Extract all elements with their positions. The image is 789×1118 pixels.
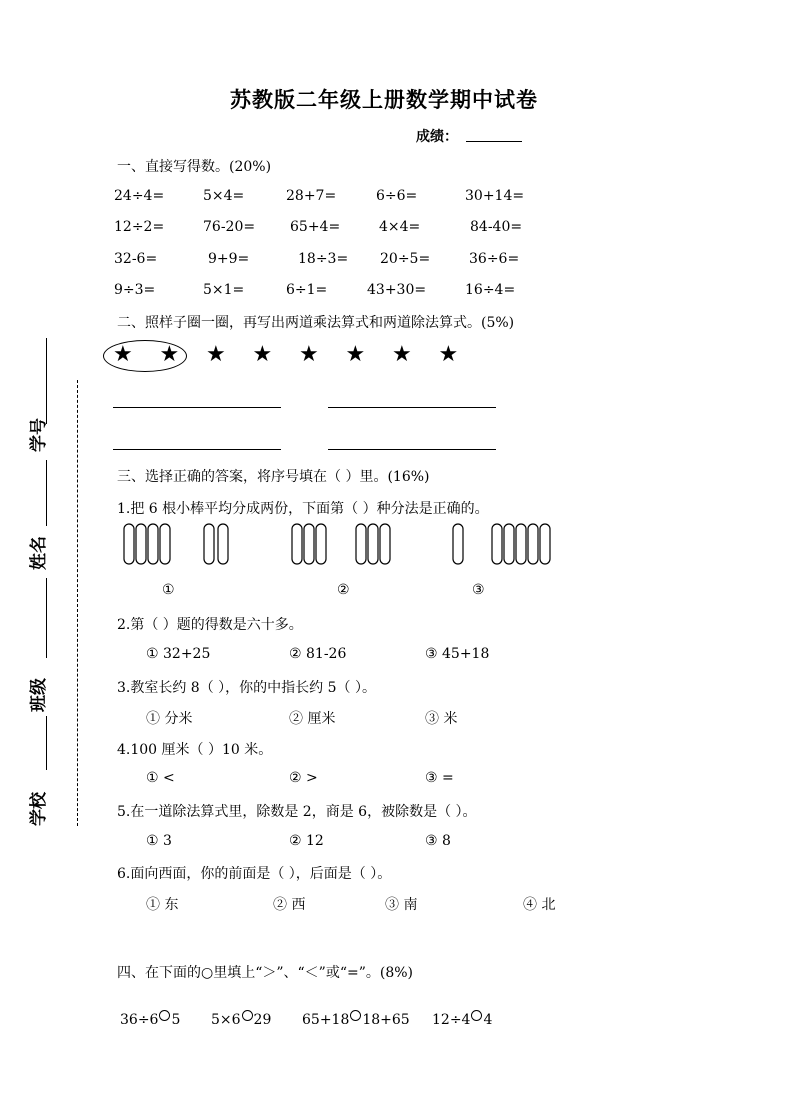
equation: 9+9= (208, 251, 250, 267)
q2-option-1: ① 32+25 (146, 646, 211, 662)
compare-right: 29 (253, 1012, 272, 1028)
score-field[interactable] (466, 127, 522, 142)
q5-option-2: ② 12 (289, 833, 324, 849)
star-icon: ★ (113, 342, 133, 367)
star-icon: ★ (252, 342, 273, 367)
equation: 36÷6= (469, 251, 520, 267)
q3-option-2: ② 厘米 (289, 711, 336, 727)
compare-circle[interactable] (350, 1010, 361, 1021)
sticks-group-3a (452, 522, 466, 566)
star-icon: ★ (345, 342, 366, 367)
q6-option-4: ④ 北 (523, 897, 556, 913)
compare-right: 4 (483, 1012, 493, 1028)
question-1: 1.把 6 根小棒平均分成两份，下面第（ ）种分法是正确的。 (117, 501, 489, 517)
sticks-group-1a (123, 522, 183, 566)
page-title: 苏教版二年级上册数学期中试卷 (230, 87, 538, 112)
sticks-group-1b (203, 522, 233, 566)
equation: 20÷5= (380, 251, 431, 267)
sidebar-line (46, 338, 47, 424)
equation: 65+4= (290, 219, 341, 235)
q1-option-3: ③ (472, 582, 485, 598)
equation: 5×4= (203, 188, 245, 204)
equation: 24÷4= (114, 188, 165, 204)
equation: 9÷3= (114, 282, 156, 298)
compare-item (302, 1010, 410, 1028)
sticks-group-3b (491, 522, 557, 566)
equation: 12÷2= (114, 219, 165, 235)
binding-dashed-line (77, 380, 78, 826)
q1-option-1: ① (162, 582, 175, 598)
equation: 30+14= (465, 188, 525, 204)
compare-left: 5×6 (211, 1012, 241, 1028)
q1-option-2: ② (337, 582, 350, 598)
question-2: 2.第（ ）题的得数是六十多。 (117, 617, 303, 633)
compare-right: 18+65 (362, 1012, 410, 1028)
compare-item (120, 1010, 180, 1028)
sidebar-line (46, 716, 47, 770)
compare-left: 12÷4 (432, 1012, 471, 1028)
star-icon: ★ (299, 342, 319, 367)
q2-option-2: ② 81-26 (289, 646, 347, 662)
sidebar-line (46, 460, 47, 526)
sticks-group-2b (355, 522, 395, 566)
compare-left: 65+18 (302, 1012, 350, 1028)
q4-option-3: ③ = (425, 770, 454, 786)
section1-heading: 一、直接写得数。(20%) (117, 159, 272, 175)
question-4: 4.100 厘米（ ）10 米。 (117, 742, 273, 758)
sidebar-line (46, 578, 47, 658)
answer-line-multiplication-2[interactable] (328, 407, 496, 408)
sidebar-label-name: 姓名 (29, 536, 49, 570)
star-icon: ★ (159, 342, 180, 367)
answer-line-division-1[interactable] (113, 449, 281, 450)
score-label: 成绩： (416, 129, 458, 145)
compare-item (432, 1010, 492, 1028)
equation: 4×4= (379, 219, 421, 235)
star-icon: ★ (206, 342, 226, 367)
equation: 76-20= (203, 219, 256, 235)
question-6: 6.面向西面，你的前面是（ ），后面是（ ）。 (117, 866, 392, 882)
compare-item (211, 1010, 271, 1028)
q5-option-1: ① 3 (146, 833, 172, 849)
star-icon: ★ (438, 342, 459, 367)
q4-option-1: ① < (146, 770, 175, 786)
q6-option-2: ② 西 (273, 897, 306, 913)
section3-heading: 三、选择正确的答案，将序号填在（ ）里。(16%) (117, 469, 430, 485)
q4-option-2: ② > (289, 770, 318, 786)
q3-option-3: ③ 米 (425, 711, 458, 727)
answer-line-division-2[interactable] (328, 449, 496, 450)
equation: 43+30= (367, 282, 427, 298)
q3-option-1: ① 分米 (146, 711, 193, 727)
compare-circle[interactable] (471, 1010, 482, 1021)
sidebar-label-student-id: 学号 (29, 418, 49, 452)
equation: 6÷1= (286, 282, 328, 298)
sidebar-label-class: 班级 (29, 678, 49, 712)
compare-circle[interactable] (159, 1010, 170, 1021)
star-icon: ★ (392, 342, 412, 367)
sticks-group-2a (291, 522, 331, 566)
compare-circle[interactable] (242, 1010, 253, 1021)
q2-option-3: ③ 45+18 (425, 646, 490, 662)
answer-line-multiplication-1[interactable] (113, 407, 281, 408)
section2-heading: 二、照样子圈一圈，再写出两道乘法算式和两道除法算式。(5%) (117, 315, 515, 331)
q6-option-3: ③ 南 (385, 897, 418, 913)
equation: 28+7= (286, 188, 337, 204)
equation: 5×1= (203, 282, 245, 298)
sidebar-label-school: 学校 (29, 792, 49, 826)
compare-left: 36÷6 (120, 1012, 159, 1028)
section4-heading: 四、在下面的○里填上“＞”、“＜”或“=”。(8%) (117, 965, 414, 981)
q5-option-3: ③ 8 (425, 833, 451, 849)
equation: 32-6= (114, 251, 158, 267)
question-3: 3.教室长约 8（ ），你的中指长约 5（ ）。 (117, 680, 376, 696)
equation: 18÷3= (298, 251, 349, 267)
compare-right: 5 (171, 1012, 181, 1028)
equation: 6÷6= (376, 188, 418, 204)
question-5: 5.在一道除法算式里，除数是 2，商是 6，被除数是（ ）。 (117, 804, 477, 820)
equation: 16÷4= (465, 282, 516, 298)
q6-option-1: ① 东 (146, 897, 179, 913)
equation: 84-40= (470, 219, 523, 235)
